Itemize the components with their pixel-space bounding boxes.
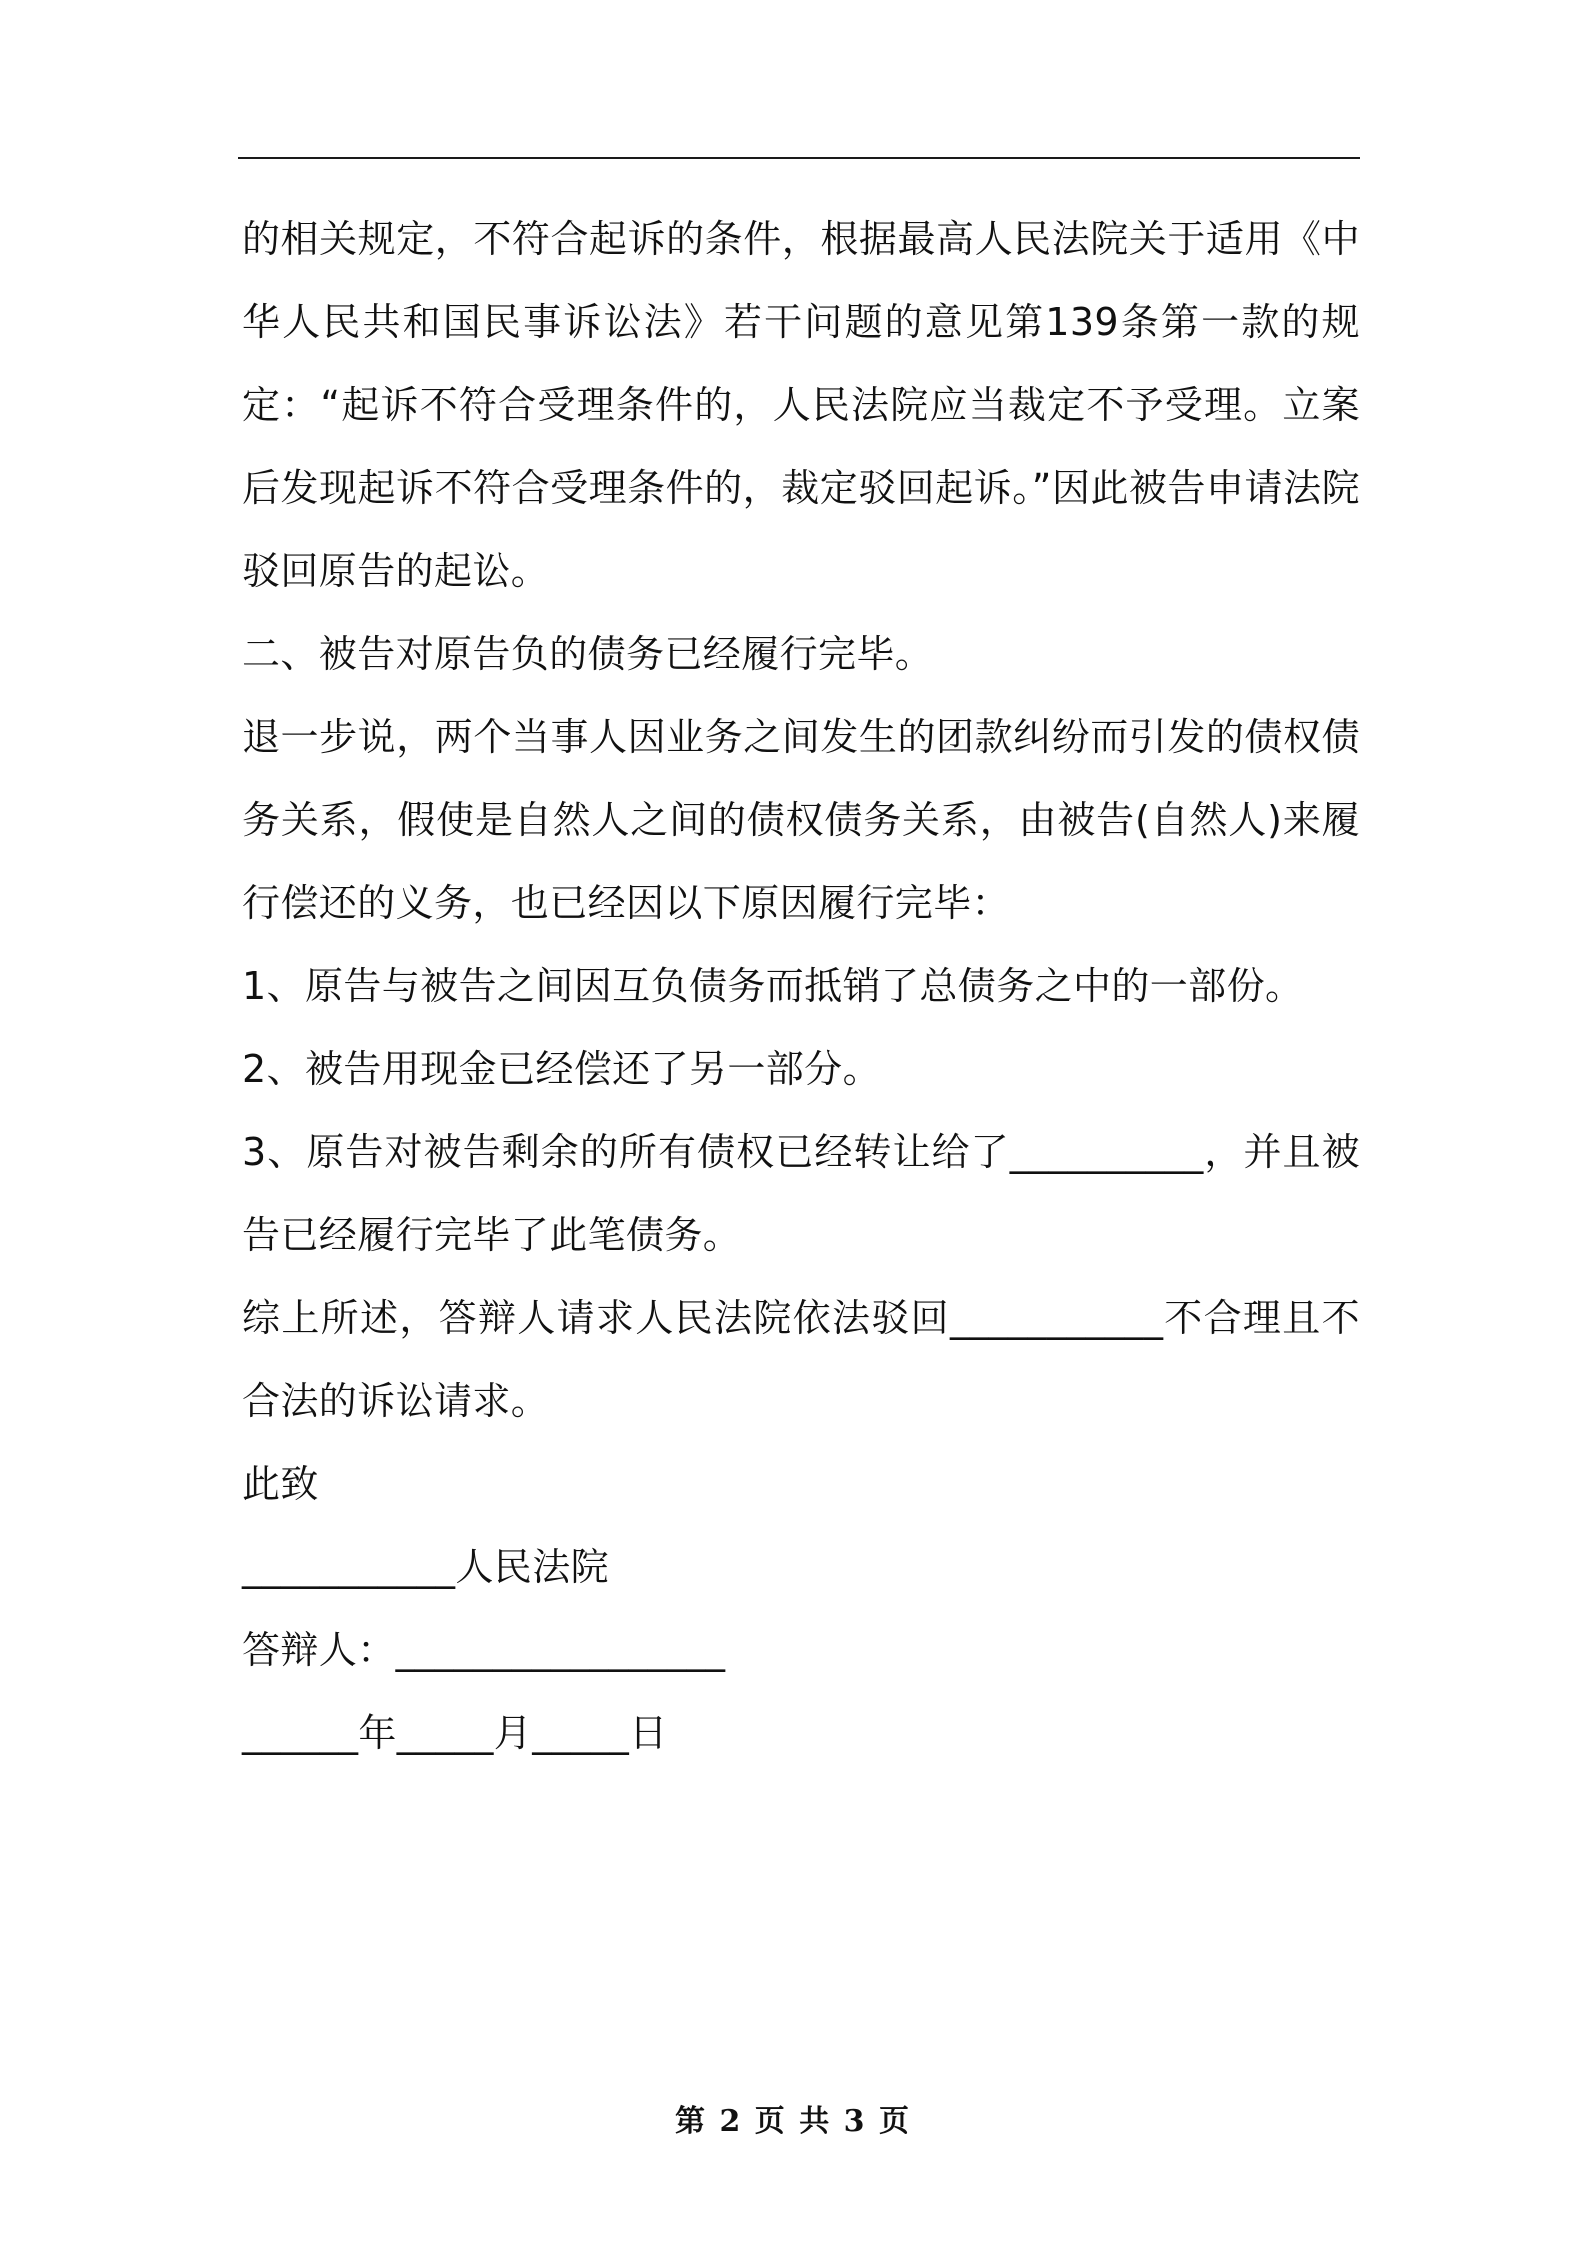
document-body (242, 198, 1360, 1775)
paragraph-legal-basis: 的相关规定，不符合起诉的条件，根据最高人民法院关于适用《中华人民共和国民事诉讼法》若干问题的意见第139条第一款的规定：“起诉不符合受理条件的，人民法院应当裁定不予受理。立案后发现起诉不符合受理条件的，裁定驳回起诉。”因此被告申请法院驳回原告的起讼。 (242, 217, 1360, 593)
paragraph-item-1: 1、原告与被告之间因互负债务而抵销了总债务之中的一部份。 (242, 964, 1304, 1008)
header-divider (238, 157, 1360, 159)
paragraph-date-line: ______年_____月_____日 (242, 1711, 668, 1755)
paragraph-salutation: 此致 (242, 1462, 319, 1506)
paragraph-item-3: 3、原告对被告剩余的所有债权已经转让给了__________，并且被告已经履行完毕了此笔债务。 (242, 1130, 1360, 1257)
page-number-footer: 第 2 页 共 3 页 (675, 2104, 911, 2139)
paragraph-item-2: 2、被告用现金已经偿还了另一部分。 (242, 1047, 881, 1091)
paragraph-court-recipient: ___________人民法院 (242, 1545, 610, 1589)
paragraph-conclusion: 综上所述，答辩人请求人民法院依法驳回___________不合理且不合法的诉讼请求。 (242, 1296, 1360, 1423)
paragraph-step-back-argument: 退一步说，两个当事人因业务之间发生的团款纠纷而引发的债权债务关系，假使是自然人之间的债权债务关系，由被告(自然人)来履行偿还的义务，也已经因以下原因履行完毕： (242, 715, 1360, 925)
paragraph-respondent-signature: 答辩人：_________________ (242, 1628, 726, 1672)
paragraph-section-two-heading: 二、被告对原告负的债务已经履行完毕。 (242, 632, 934, 676)
